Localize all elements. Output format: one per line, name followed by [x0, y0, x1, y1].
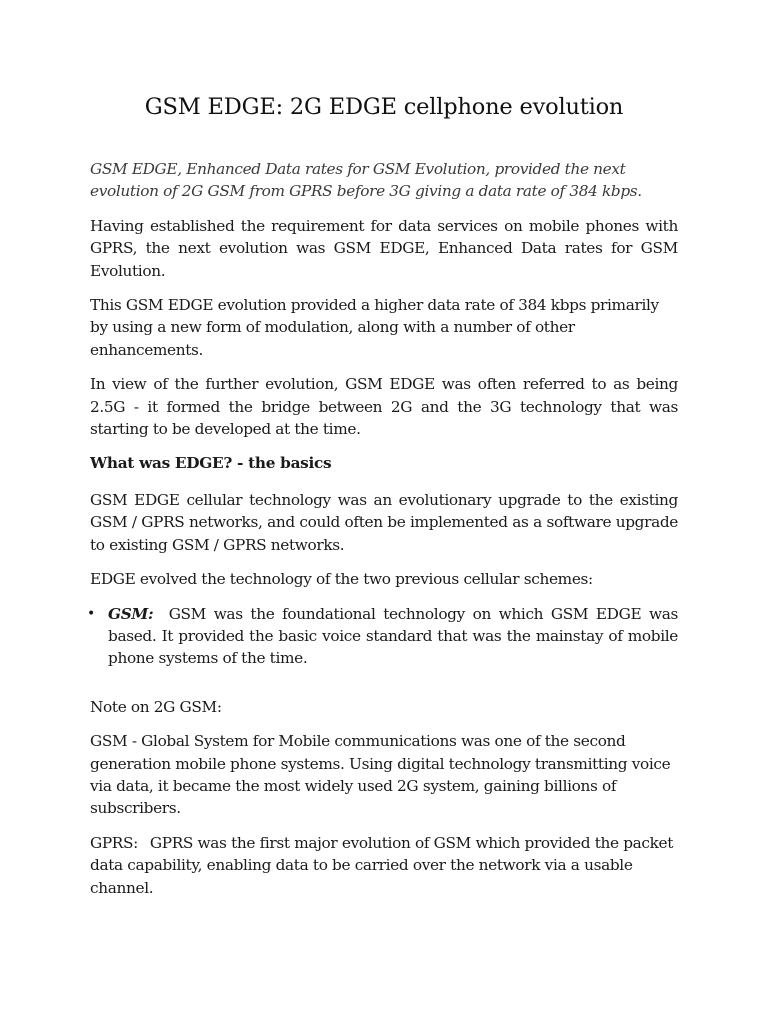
- gprs-text: GPRS was the first major evolution of GSM which provided the packet data capability, enabling data to be carried over the network via a usable channel.: [90, 833, 674, 897]
- bullet-list: [87, 603, 678, 670]
- document-page: [87, 92, 678, 911]
- body-paragraph: EDGE evolved the technology of the two previous cellular schemes:: [90, 570, 593, 589]
- section-heading: What was EDGE? - the basics: [90, 454, 332, 473]
- gprs-paragraph: [90, 832, 678, 899]
- body-paragraph: In view of the further evolution, GSM EDGE was often referred to as being 2.5G - it formed the bridge between 2G and the 3G technology that was starting to be developed at the time.: [90, 375, 678, 439]
- note-paragraph: GSM - Global System for Mobile communications was one of the second generation mobile phone systems. Using digital technology transmitting voice via data, it became the most widely used 2G system, gaining billions of subscribers.: [90, 732, 671, 818]
- page-title: GSM EDGE: 2G EDGE cellphone evolution: [144, 94, 624, 120]
- bullet-term: GSM:: [108, 604, 154, 623]
- bullet-text: GSM was the foundational technology on which GSM EDGE was based. It provided the basic voice standard that was the mainstay of mobile phone systems of the time.: [108, 604, 678, 668]
- intro-paragraph: GSM EDGE, Enhanced Data rates for GSM Evolution, provided the next evolution of 2G GSM from GPRS before 3G giving a data rate of 384 kbps.: [90, 160, 642, 201]
- list-item: [87, 603, 678, 670]
- body-paragraph: Having established the requirement for data services on mobile phones with GPRS, the next evolution was GSM EDGE, Enhanced Data rates for GSM Evolution.: [90, 216, 678, 280]
- body-paragraph: GSM EDGE cellular technology was an evolutionary upgrade to the existing GSM / GPRS networks, and could often be implemented as a software upgrade to existing GSM / GPRS networks.: [90, 490, 678, 554]
- body-paragraph: This GSM EDGE evolution provided a higher data rate of 384 kbps primarily by using a new form of modulation, along with a number of other enhancements.: [90, 296, 659, 359]
- gprs-label: GPRS:: [90, 833, 138, 852]
- note-heading: Note on 2G GSM:: [90, 697, 222, 716]
- bullet-icon: •: [87, 605, 95, 622]
